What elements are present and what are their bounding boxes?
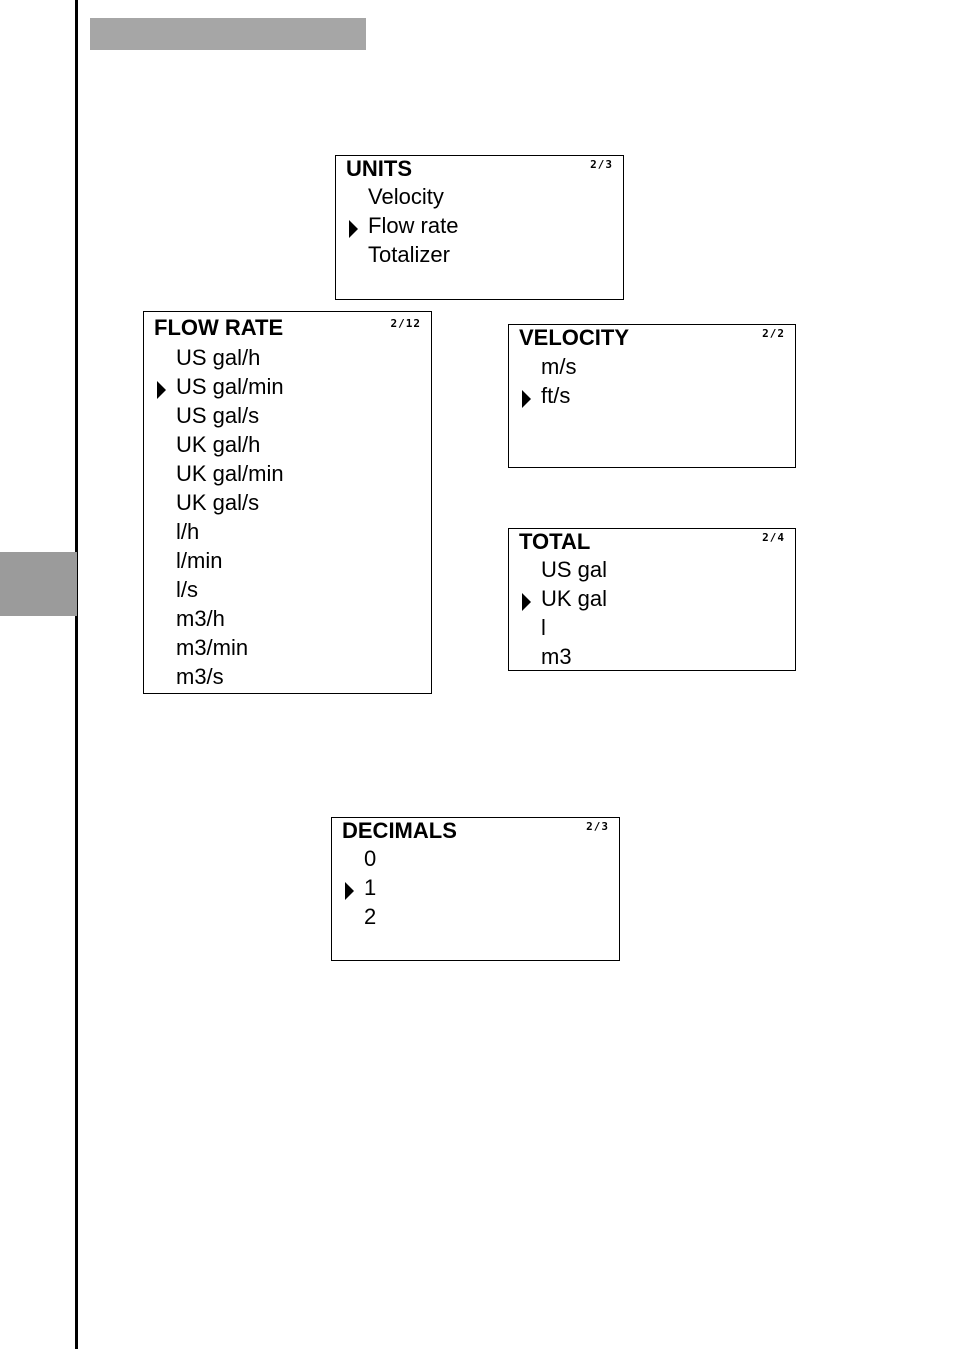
velocity-menu-screen	[508, 324, 796, 468]
section-header-bar	[90, 18, 366, 50]
menu-item-label: m3/h	[176, 606, 225, 631]
menu-item-label: m3/s	[176, 664, 224, 689]
menu-item-label: Velocity	[368, 184, 444, 209]
selection-cursor-icon	[522, 390, 531, 408]
menu-item-label: l/s	[176, 577, 198, 602]
menu-item-label: m3/min	[176, 635, 249, 660]
menu-item-label: UK gal/s	[176, 490, 260, 515]
screen-title: UNITS	[346, 156, 412, 181]
selection-cursor-icon	[157, 381, 166, 399]
menu-item-label: UK gal	[541, 586, 608, 611]
page-indicator: 2/3	[590, 158, 613, 171]
menu-item-label: l/min	[176, 548, 223, 573]
menu-item-label: US gal	[541, 557, 608, 582]
selection-cursor-icon	[349, 220, 358, 238]
menu-item-label: m/s	[541, 354, 577, 379]
menu-item-label: m3	[541, 644, 572, 669]
menu-item-label: US gal/s	[176, 403, 260, 428]
menu-item-label: UK gal/min	[176, 461, 284, 486]
menu-item-label: 1	[364, 875, 377, 900]
page-margin-rule	[75, 0, 78, 1349]
menu-item-label: l/h	[176, 519, 200, 544]
screen-title: TOTAL	[519, 529, 591, 554]
menu-item-label: 0	[364, 846, 377, 871]
screen-title: DECIMALS	[342, 818, 457, 843]
page-indicator: 2/12	[390, 317, 421, 330]
menu-item-label: Totalizer	[368, 242, 450, 267]
menu-item-label: UK gal/h	[176, 432, 261, 457]
page-indicator: 2/3	[586, 820, 609, 833]
page-indicator: 2/4	[762, 531, 785, 544]
screen-title: FLOW RATE	[154, 315, 284, 340]
selection-cursor-icon	[522, 593, 531, 611]
menu-item-label: 2	[364, 904, 377, 929]
menu-item-label: US gal/h	[176, 345, 261, 370]
decimals-menu-screen	[331, 817, 620, 961]
flow-rate-menu-screen	[143, 311, 432, 694]
menu-item-label: ft/s	[541, 383, 571, 408]
menu-item-label: l	[541, 615, 546, 640]
chapter-side-tab	[0, 552, 77, 616]
menu-item-label: US gal/min	[176, 374, 284, 399]
menu-item-label: Flow rate	[368, 213, 459, 238]
screen-title: VELOCITY	[519, 325, 630, 350]
total-menu-screen	[508, 528, 796, 671]
page-indicator: 2/2	[762, 327, 785, 340]
selection-cursor-icon	[345, 882, 354, 900]
units-menu-screen	[335, 155, 624, 300]
